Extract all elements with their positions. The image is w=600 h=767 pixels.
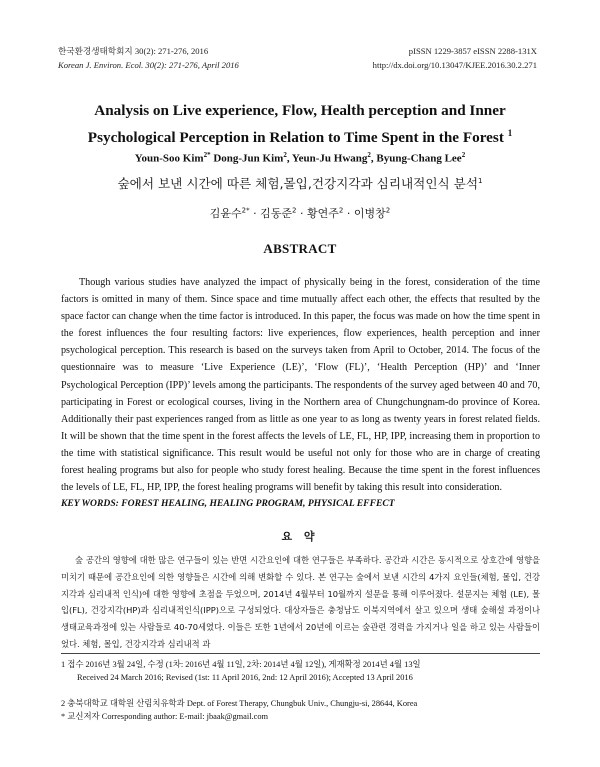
footnote-corresponding-author: * 교신저자 Corresponding author: E-mail: jbaak@gmail.com: [61, 712, 269, 721]
korean-summary-heading: 요 약: [281, 530, 319, 543]
title-korean-footnote-mark: 1: [478, 176, 483, 185]
abstract-body: Though various studies have analyzed the impact of physically being in the forest, consideration of the time factors is omitted in many of them. Since space and time mutually affect each other, the effects that resulted by the space factor can change when the time factor is introduced. In this paper, the focus was made on how the time spent in the forest influences the four resulting factors: live experiences, flow experiences, health perception and inner psychological perception. This research is based on the surveys taken from April to October, 2014. The focus of the questionnaire was to measure ‘Live Experience (LE)’, ‘Flow (FL)’, ‘Health Perception (HP)’ and ‘Inner Psychological Perception (IPP)’ levels among the participants. The respondents of the survey aged between 40 and 70, participating in Forest or ecological courses, living in the Northern area of Chungchungnam-do province of Korea. Additionally their past experiences ranged from as little as one year to as long as twenty years in forest related fields. It will be shown that the time spent in the forest affects the levels of LE, FL, HP, IPP, increasing them in proportion to the time with statistical significance. This result would be useful not only for those who are in charge of creating forest healing programs but also for people who study forest healing. Because the time spent in the forest influences the levels of LE, FL, HP, IPP, the forest healing programs will benefit by taking this result into consideration.: [61, 277, 540, 494]
paper-title-korean-text: 숲에서 보낸 시간에 따른 체험,몰입,건강지각과 심리내적인식 분석: [117, 176, 479, 191]
paper-title-line-1: Analysis on Live experience, Flow, Health perception and Inner: [94, 102, 506, 119]
abstract-heading: ABSTRACT: [263, 241, 337, 256]
author-2: Dong-Jun Kim: [213, 152, 284, 165]
author-4-affiliation: 2: [461, 151, 466, 159]
authors-english: Youn-Soo Kim$^{2*}$ Dong-Jun Kim$^2$, Yeun-Ju Hwang$^2$, Byung-Chang Lee$^2$: [134, 151, 466, 165]
author-kr-1-affiliation: 2*: [241, 206, 250, 215]
footnote-affiliation: 2 충북대학교 대학원 산림치유학과 Dept. of Forest Therapy, Chungbuk Univ., Chungju-si, 28644, Korea: [61, 699, 418, 708]
paper-title-line-2: [30, 122, 570, 149]
journal-citation: [58, 44, 239, 72]
author-1-affiliation: 2*: [203, 151, 211, 159]
author-3-affiliation: 2: [367, 151, 371, 159]
authors-korean: [30, 205, 570, 221]
author-separator: ·: [296, 207, 307, 220]
author-separator: ·: [343, 207, 354, 220]
issn: pISSN 1229-3857 eISSN 2288-131X: [408, 46, 537, 56]
author-kr-2: 김동준: [260, 207, 293, 220]
author-3: Yeun-Ju Hwang: [291, 152, 368, 165]
author-kr-1: 김윤수: [209, 207, 242, 220]
korean-summary-body: 숲 공간의 영향에 대한 많은 연구들이 있는 반면 시간요인에 대한 연구들은 부족하다. 공간과 시간은 동시적으로 상호간에 영향을 미치기 때문에 공간요인에 의한 영향들은 시간에 의해 변화할 수 있다. 본 연구는 숲에서 보낸 시간의 4가지 요인들(체험, 몰입, 건강지각과 심리내적 인식)에 대한 영향에 초점을 두었으며, 2014년 4월부터 10월까지 설문을 통해 이루어졌다. 설문지는 체험 (LE), 몰입(FL), 건강지각(HP)과 심리내적인식(IPP)으로 구성되었다. 대상자들은 충청남도 이북지역에서 살고 있으며 생태 숲해설 과정이나 생태교육과정에 있는 사람들로 40-70세였다. 이들은 또한 1년에서 20년에 이르는 숲관련 경력을 가지거나 일을 하고 있는 사람들이었다. 체험, 몰입, 건강지각과 심리내적 과: [61, 555, 540, 649]
footnote-divider: [61, 653, 540, 654]
author-kr-4-affiliation: 2: [385, 206, 391, 215]
doi-link[interactable]: http://dx.doi.org/10.13047/KJEE.2016.30.2.271: [372, 60, 537, 70]
paper-title-line-2-text: Psychological Perception in Relation to Time Spent in the Forest: [87, 129, 504, 147]
keywords: KEY WORDS: FOREST HEALING, HEALING PROGRAM, PHYSICAL EFFECT: [61, 498, 395, 509]
title-footnote-mark: 1: [507, 128, 513, 138]
footnote-received-english: Received 24 March 2016; Revised (1st: 11 April 2016, 2nd: 12 April 2016); Accepted 13 April 2016: [77, 673, 413, 682]
paper-title: [30, 99, 570, 149]
journal-identifiers: [373, 44, 537, 72]
author-4: Byung-Chang Lee: [376, 152, 462, 165]
author-kr-4: 이병창: [353, 207, 386, 220]
journal-citation-korean: 한국환경생태학회지 30(2): 271-276, 2016: [58, 46, 209, 56]
author-2-affiliation: 2: [283, 151, 287, 159]
journal-citation-english: Korean J. Environ. Ecol. 30(2): 271-276, April 2016: [58, 60, 239, 70]
author-kr-3: 황연주: [307, 207, 339, 220]
author-1: Youn-Soo Kim: [134, 152, 204, 165]
author-kr-3-affiliation: 2: [338, 206, 344, 215]
author-separator: ·: [249, 207, 261, 220]
author-kr-2-affiliation: 2: [292, 206, 297, 215]
footnote-received-korean: 1 접수 2016년 3월 24일, 수정 (1차: 2016년 4월 11일, 2차: 2014년 4월 12일), 게재확정 2014년 4월 13일: [61, 660, 421, 669]
paper-title-korean: [30, 173, 570, 192]
